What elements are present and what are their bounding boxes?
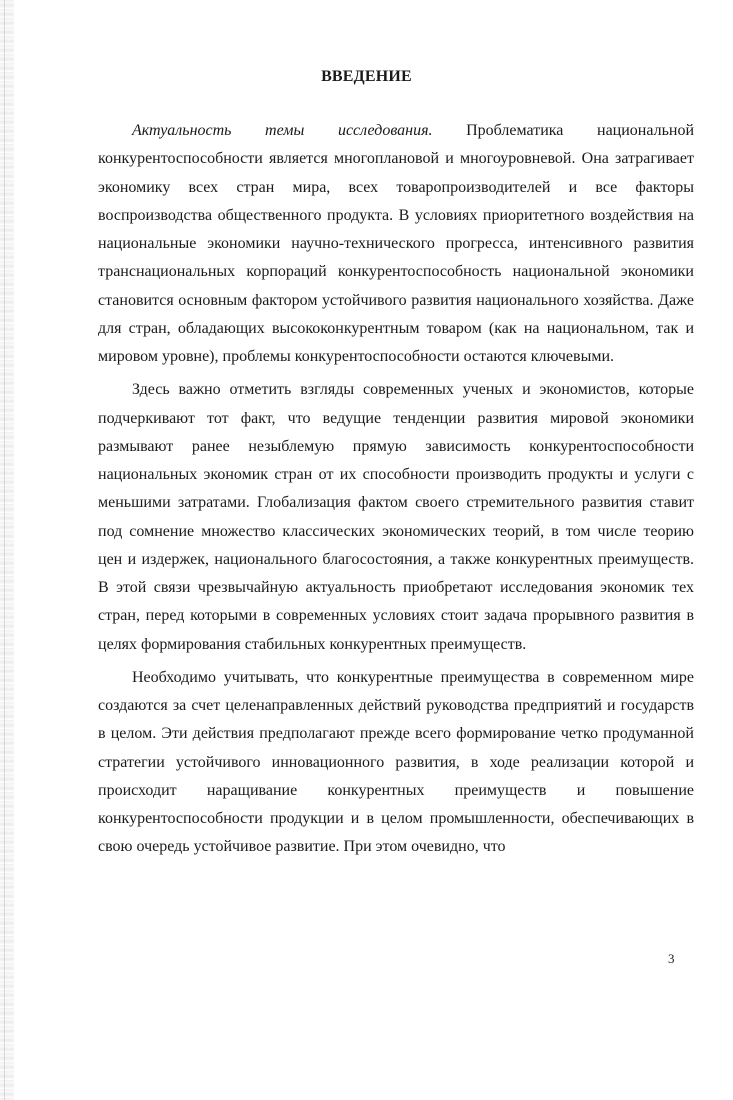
paragraph-2 xyxy=(98,376,694,659)
paragraph-3-text: Необходимо учитывать, что конкурентные преимущества в современном мире создаются за счет целенаправленных действий руководства предприятий и государств в целом. Эти действия предполагают прежде всего формирование четко продуманной стратегии устойчивого инновационного развития, в ходе реализации которой и происходит наращивание конкурентных преимуществ и повышение конкурентоспособности продукции и в целом промышленности, обеспечивающих в свою очередь устойчивое развитие. При этом очевидно, что xyxy=(98,668,694,856)
page-title: ВВЕДЕНИЕ xyxy=(321,68,412,85)
page-number: 3 xyxy=(668,951,675,966)
paragraph-3 xyxy=(98,664,694,862)
paragraph-1 xyxy=(98,117,694,371)
scan-binding-edge xyxy=(0,0,14,1100)
paragraph-1-text: Проблематика национальной конкурентоспособности является многоплановой и многоуровневой. Она затрагивает экономику всех стран мира, всех товаропроизводителей и все факторы воспроизводства общественного продукта. В условиях приоритетного воздействия на национальные экономики научно-технического прогресса, интенсивного развития транснациональных корпораций конкурентоспособность национальной экономики становится основным фактором устойчивого развития национального хозяйства. Даже для стран, обладающих высококонкурентным товаром (как на национальном, так и мировом уровне), проблемы конкурентоспособности остаются ключевыми. xyxy=(98,122,694,365)
paragraph-lead-italic: Актуальность темы исследования. xyxy=(132,122,433,139)
document-body xyxy=(98,117,694,862)
paragraph-2-text: Здесь важно отметить взгляды современных ученых и экономистов, которые подчеркивают тот факт, что ведущие тенденции развития мировой экономики размывают ранее незыблемую прямую зависимость конкурентоспособности национальных экономик стран от их способности производить продукты и услуги с меньшими затратами. Глобализация фактом своего стремительного развития ставит под сомнение множество классических экономических теорий, в том числе теорию цен и издержек, национального благосостояния, а также конкурентных преимуществ. В этой связи чрезвычайную актуальность приобретают исследования экономик тех стран, перед которыми в современных условиях стоит задача прорывного развития в целях формирования стабильных конкурентных преимуществ. xyxy=(98,381,694,653)
